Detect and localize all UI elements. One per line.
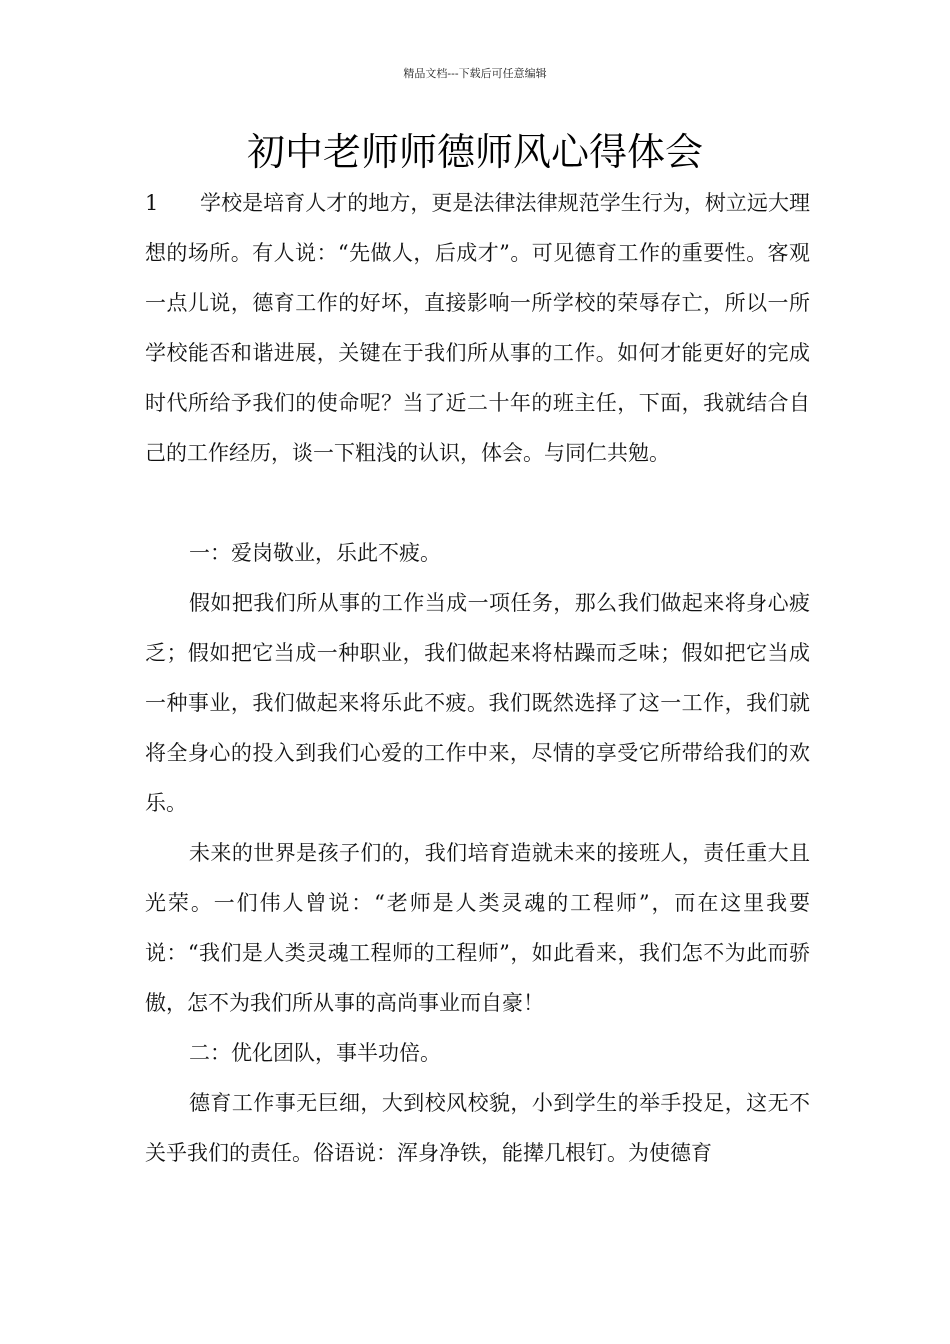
document-title: 初中老师师德师风心得体会 (246, 130, 703, 174)
section-1-paragraph-2: 未来的世界是孩子们的，我们培育造就未来的接班人，责任重大且光荣。一们伟人曾说：“老师是人类灵魂的工程师”，而在这里我要说：“我们是人类灵魂工程师的工程师”，如此看来，我们怎不为此而骄傲，怎不为我们所从事的高尚事业而自豪！ (145, 841, 810, 1015)
page-header: 精品文档---下载后可任意编辑 (403, 67, 547, 80)
intro-number: 1 (145, 191, 159, 215)
section-heading-1: 一：爱岗敬业，乐此不疲。 (189, 541, 441, 565)
intro-text: 学校是培育人才的地方，更是法律法律规范学生行为，树立远大理想的场所。有人说：“先做人，后成才”。可见德育工作的重要性。客观一点儿说，德育工作的好坏，直接影响一所学校的荣辱存亡，所以一所学校能否和谐进展，关键在于我们所从事的工作。如何才能更好的完成时代所给予我们的使命呢？当了近二十年的班主任，下面，我就结合自己的工作经历，谈一下粗浅的认识，体会。与同仁共勉。 (145, 191, 810, 465)
paragraph-spacer (145, 478, 810, 528)
section-1-paragraph-1: 假如把我们所从事的工作当成一项任务，那么我们做起来将身心疲乏；假如把它当成一种职业，我们做起来将枯躁而乏味；假如把它当成一种事业，我们做起来将乐此不疲。我们既然选择了这一工作，我们就将全身心的投入到我们心爱的工作中来，尽情的享受它所带给我们的欢乐。 (145, 591, 810, 815)
document-body (145, 178, 810, 1178)
intro-paragraph (145, 178, 810, 478)
section-heading-2: 二：优化团队，事半功倍。 (189, 1041, 441, 1065)
section-2-paragraph-1: 德育工作事无巨细，大到校风校貌，小到学生的举手投足，这无不关乎我们的责任。俗语说：浑身净铁，能撵几根钉。为使德育 (145, 1091, 810, 1165)
